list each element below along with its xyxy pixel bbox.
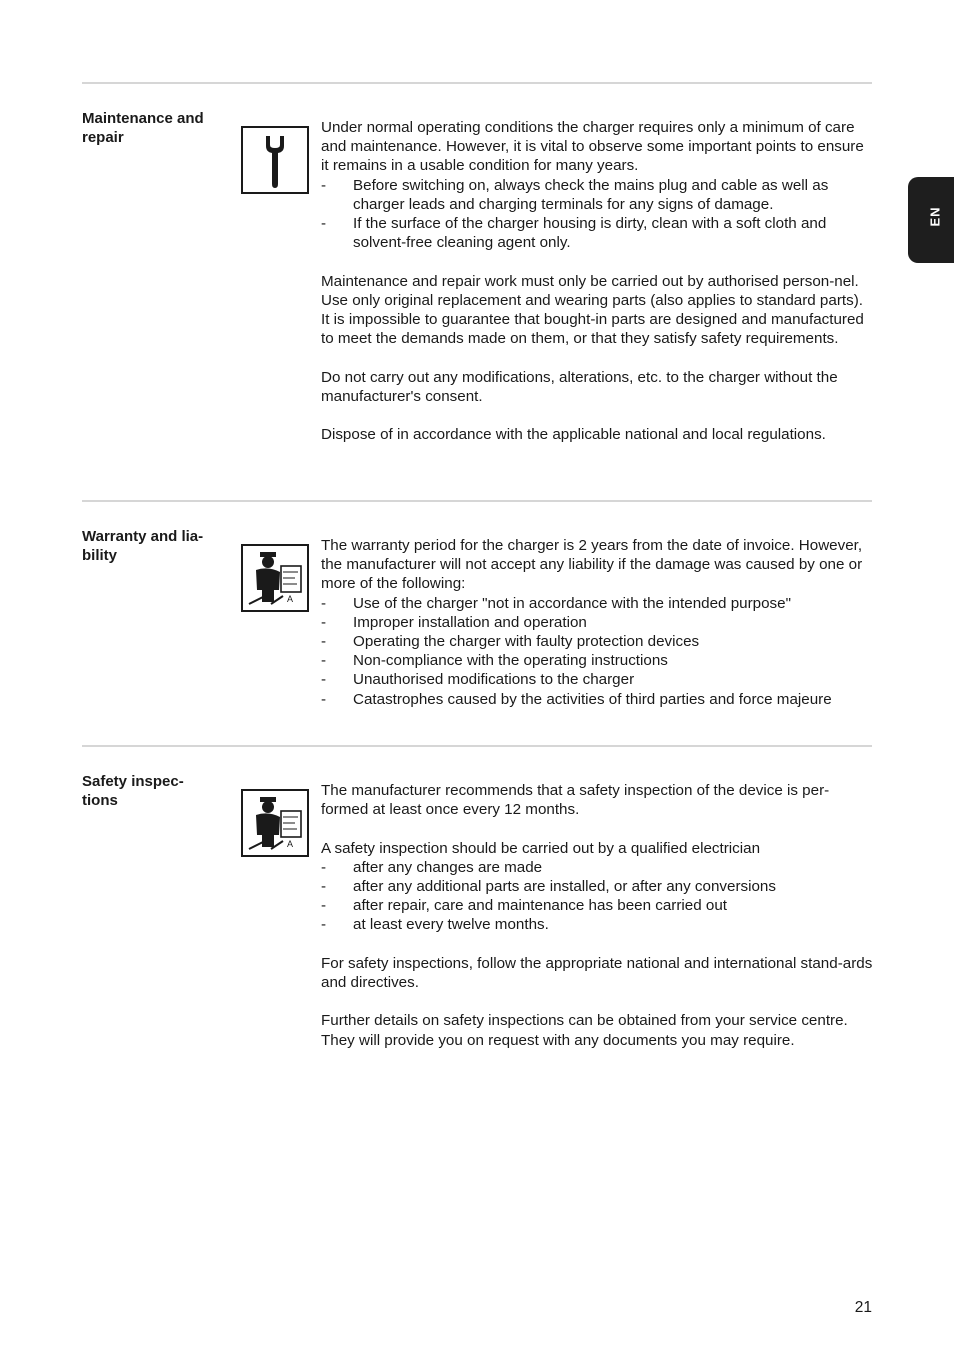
paragraph: A safety inspection should be carried out by a qualified electrician [321,839,761,857]
bullet-list [321,176,873,253]
list-item: - Unauthorised modifications to the charger [321,670,873,689]
list-item: - Before switching on, always check the mains plug and cable as well as charger leads and charging terminals for any signs of damage. [321,176,873,214]
engineer-icon [241,789,309,857]
list-item: - Use of the charger "not in accordance with the intended purpose" [321,594,873,613]
section-body-maintenance [321,118,873,444]
paragraph: Further details on safety inspections can be obtained from your service centre. They will provide you on request with any documents you may require. [321,1012,848,1049]
section-divider [82,82,872,84]
engineer-icon [241,544,309,612]
list-item: - Improper installation and operation [321,613,873,632]
list-item: - Operating the charger with faulty protection devices [321,632,873,651]
section-divider [82,745,872,747]
paragraph: Under normal operating conditions the charger requires only a minimum of care and maintenance. However, it is vital to observe some important points to ensure it remains in a usable condition for many years. [321,119,864,175]
svg-text:A: A [287,839,294,849]
list-item: - after repair, care and maintenance has been carried out [321,896,873,915]
paragraph: Do not carry out any modifications, alterations, etc. to the charger without the manufacturer's consent. [321,368,838,405]
list-item: - If the surface of the charger housing is dirty, clean with a soft cloth and solvent-free cleaning agent only. [321,214,873,252]
bullet-list [321,594,873,709]
section-body-warranty [321,536,873,709]
list-item: - Catastrophes caused by the activities of third parties and force majeure [321,690,873,709]
section-heading-safety-inspections: Safety inspec- tions [82,773,184,809]
language-tab [908,177,954,263]
svg-text:A: A [287,594,294,604]
paragraph: Dispose of in accordance with the applicable national and local regulations. [321,426,826,444]
list-item: - after any changes are made [321,858,873,877]
section-divider [82,500,872,502]
list-item: - at least every twelve months. [321,915,873,934]
section-body-safety-inspections [321,781,873,1050]
paragraph: The manufacturer recommends that a safety inspection of the device is per-formed at least once every 12 months. [321,782,830,819]
paragraph: Maintenance and repair work must only be carried out by authorised person-nel. Use only original replacement and wearing parts (also applies to standard parts). It is impossible to guarantee that bought-in parts are designed and manufactured to meet the demands made on them, or that they satisfy safety requirements. [321,272,864,348]
list-item: - Non-compliance with the operating instructions [321,651,873,670]
page-number: 21 [854,1299,872,1316]
language-tab-label: EN [927,206,943,227]
section-heading-warranty: Warranty and lia- bility [82,528,204,564]
wrench-icon [241,126,309,194]
section-heading-maintenance: Maintenance and repair [82,110,204,146]
bullet-list [321,858,873,935]
paragraph: The warranty period for the charger is 2 years from the date of invoice. However, the manufacturer will not accept any liability if the damage was caused by one or more of the following: [321,537,863,593]
paragraph: For safety inspections, follow the appropriate national and international stand-ards and directives. [321,954,873,991]
list-item: - after any additional parts are installed, or after any conversions [321,877,873,896]
